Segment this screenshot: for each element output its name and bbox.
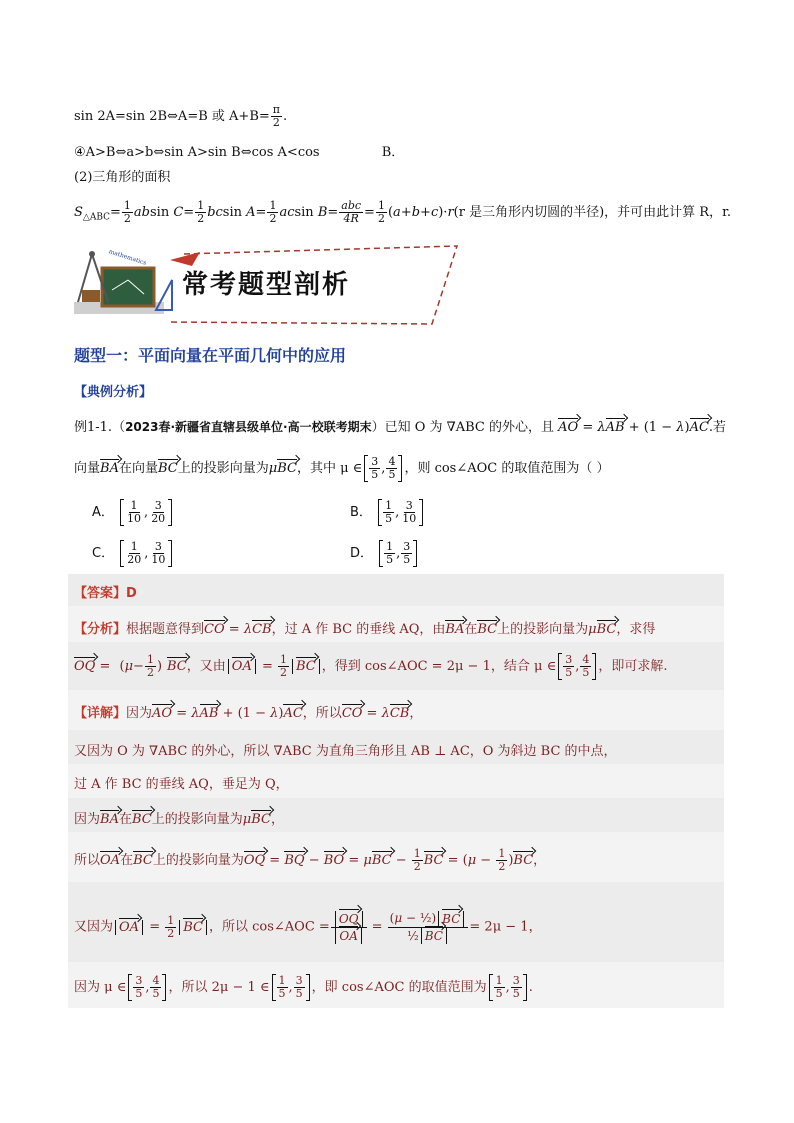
answer-row-bg [68, 574, 724, 606]
opt-d-n1: 1 [386, 540, 394, 553]
area-formula: $S_{\triangle ABC}=$ $\frac{1}{2}$ absin C= $\frac{1}{2}$ bcsin A= $\frac{1}{2}$ acsin B= $\frac{\text{abc}}{4R}$ = $\frac{1}{2}$ (a+b+c)·r(r 是三角形内切圆的半径)，并可由此计算 R，r. [74, 199, 731, 225]
answer-line [74, 582, 137, 601]
q-prefix: 例1-1.（ [74, 420, 126, 435]
option-a[interactable]: A． $\frac{1}{10}$ , $\frac{3}{20}$ [92, 500, 174, 525]
detail-d4a: 因为 [74, 812, 101, 827]
detail-d5a: 所以 [74, 853, 101, 868]
analysis-l1d: 上的投影向量为 [497, 622, 589, 637]
analysis-l1a: 根据题意得到 [126, 622, 205, 637]
analysis-l1e: ，求得 [616, 622, 656, 637]
question-line-2: 向量BA在向量BC上的投影向量为μBC，其中 μ ∈ $\frac{3}{5}$ , $\frac{4}{5}$ ，则 cos∠AOC 的取值范围为（ ） [74, 455, 610, 481]
detail-line-4: 因为BA在BC上的投影向量为μBC， [74, 812, 284, 827]
opt-d-d2: 5 [403, 553, 411, 566]
q-text-2d: ，其中 μ ∈ [296, 461, 363, 476]
q-text-1: ）已知 O 为 ∇ABC 的外心，且 [371, 420, 555, 435]
opt-c-n2: 3 [154, 540, 162, 553]
frac-half: $\frac{1}{2}$ [377, 199, 385, 225]
opt-a-n2: 3 [154, 499, 162, 512]
analysis-l1c: 在 [464, 622, 478, 637]
detail-d1a: 因为 [126, 706, 153, 721]
detail-line-7: 因为 μ ∈ $\frac{3}{5}$ , $\frac{4}{5}$ ，所以 2μ − 1 ∈ $\frac{1}{5}$ , $\frac{3}{5}$ ，即 cos∠AOC 的取值范围为 $\frac{1}{5}$ , $\frac{3}{5}$ . [74, 974, 533, 1000]
frac-abc-4r: $\frac{\text{abc}}{4R}$ [341, 199, 362, 225]
opt-d-n2: 3 [403, 540, 411, 553]
detail-label: 【详解】 [74, 706, 127, 721]
detail-d7c: ，即 cos∠AOC 的取值范围为 [311, 980, 487, 995]
opt-a-n1: 1 [130, 499, 138, 512]
detail-line-1: 【详解】因为AO = λAB + (1 − λ)AC，所以CO = λCB， [74, 706, 423, 721]
option-c-label: C． [92, 546, 115, 561]
q-source: 2023春·新疆省直辖县级单位·高一校联考期末 [125, 420, 372, 434]
detail-d4c: 上的投影向量为 [151, 812, 243, 827]
detail-d5c: 上的投影向量为 [152, 853, 244, 868]
frac-half: $\frac{1}{2}$ [123, 199, 131, 225]
detail-d4b: 在 [118, 812, 132, 827]
question-line-1: 例1-1.（2023春·新疆省直辖县级单位·高一校联考期末）已知 O 为 ∇ABC 的外心，且 AO = λAB + (1 − λ)AC.若 [74, 420, 727, 435]
detail-line-2: 又因为 O 为 ∇ABC 的外心，所以 ∇ABC 为直角三角形且 AB ⊥ AC，O 为斜边 BC 的中点， [74, 744, 617, 759]
area-s: S [74, 205, 83, 220]
q-text-1-tail: .若 [708, 420, 727, 435]
detail-d7a: 因为 μ ∈ [74, 980, 127, 995]
answer-value: D [126, 586, 137, 601]
analysis-l2a: ，又由 [186, 659, 226, 674]
section-title: 题型一：平面向量在平面几何中的应用 [74, 346, 347, 365]
option-b[interactable]: B． $\frac{1}{5}$ , $\frac{3}{10}$ [350, 500, 425, 525]
intro-line-1: sin 2A=sin 2B⇔A=B 或 A+B= $\frac{\pi}{2}$ . [74, 103, 288, 129]
pi-over-2 [271, 104, 282, 129]
intro-line-2b: B． [381, 145, 405, 160]
detail-d1b: ，所以 [302, 706, 342, 721]
answer-label: 【答案】 [74, 586, 127, 601]
q-text-2e: ，则 cos∠AOC 的取值范围为（ ） [404, 461, 610, 476]
opt-b-n1: 1 [385, 499, 393, 512]
area-sub: △ABC [82, 212, 110, 223]
q-text-2a: 向量 [74, 461, 101, 476]
q-text-2c: 上的投影向量为 [177, 461, 269, 476]
frac-num: π [272, 103, 280, 116]
detail-d6b: ，所以 cos∠AOC = [208, 919, 330, 935]
opt-b-d1: 5 [385, 512, 393, 525]
banner-title: 常考题型剖析 [182, 270, 351, 300]
opt-d-d1: 5 [386, 553, 394, 566]
intro-line-3: (2)三角形的面积 [74, 170, 171, 185]
detail-line-6: 又因为 OA = $\frac{1}{2}$ BC ，所以 cos∠AOC = $\frac{OQ}{OA}$ = (μ − ½) BC ½ BC = 2μ − 1， [74, 911, 542, 943]
detail-d4d: ， [270, 812, 284, 827]
q-text-2b: 在向量 [118, 461, 158, 476]
opt-b-d2: 10 [402, 512, 417, 525]
option-d-label: D． [350, 546, 374, 561]
detail-line-5: 所以OA在BC上的投影向量为OQ = BQ − BO = μBC − $\frac{1}{2}$ BC = (μ − $\frac{1}{2}$ )BC， [74, 847, 547, 873]
detail-d7b: ，所以 2μ − 1 ∈ [168, 980, 270, 995]
analysis-l2c: ，即可求解. [598, 659, 668, 674]
option-c[interactable]: C． $\frac{1}{20}$ , $\frac{3}{10}$ [92, 541, 174, 566]
opt-c-d1: 20 [127, 553, 142, 566]
analysis-l1b: ，过 A 作 BC 的垂线 AQ，由 [271, 622, 446, 637]
detail-d1c: ， [409, 706, 423, 721]
analysis-line-2: OQ = ( μ − $\frac{1}{2}$ ) BC，又由 OA = $\frac{1}{2}$ BC ，得到 cos∠AOC = 2μ − 1，结合 μ ∈ $\frac{3}{5}$ , $\frac{4}{5}$ ，即可求解. [74, 653, 668, 679]
analysis-l2b: ，得到 cos∠AOC = 2μ − 1，结合 μ ∈ [321, 659, 557, 674]
opt-a-d1: 10 [127, 512, 142, 525]
analysis-label: 【分析】 [74, 622, 127, 637]
board-label: mathematics [107, 248, 148, 267]
section-banner [72, 240, 472, 330]
option-b-label: B． [350, 505, 372, 520]
intro-line-1-text: sin 2A=sin 2B⇔A=B 或 A+B= [74, 109, 270, 124]
frac-half: $\frac{1}{2}$ [269, 199, 277, 225]
area-tail: (r 是三角形内切圆的半径)，并可由此计算 R，r. [453, 205, 731, 220]
frac-half: $\frac{1}{2}$ [197, 199, 205, 225]
detail-d5b: 在 [120, 853, 134, 868]
opt-a-d2: 20 [151, 512, 166, 525]
detail-d6a: 又因为 [74, 919, 114, 935]
intro-line-2 [74, 141, 404, 160]
detail-d6c: = 2μ − 1， [469, 919, 542, 935]
analysis-line-1: 【分析】根据题意得到CO = λCB，过 A 作 BC 的垂线 AQ，由BA在BC上的投影向量为μBC，求得 [74, 622, 656, 637]
intro-line-2a: ④A>B⇔a>b⇔sin A>sin B⇔cos A<cos [74, 145, 320, 160]
detail-d7d: . [528, 980, 533, 995]
opt-c-n1: 1 [130, 540, 138, 553]
mu-interval: $\frac{3}{5}$ , $\frac{4}{5}$ [364, 456, 402, 481]
opt-b-n2: 3 [405, 499, 413, 512]
example-tag: 【典例分析】 [74, 385, 153, 400]
detail-line-3: 过 A 作 BC 的垂线 AQ，垂足为 Q， [74, 777, 289, 792]
frac-den: 2 [272, 116, 280, 129]
opt-c-d2: 10 [151, 553, 166, 566]
option-a-label: A． [92, 505, 114, 520]
option-d[interactable]: D． $\frac{1}{5}$ , $\frac{3}{5}$ [350, 541, 419, 566]
